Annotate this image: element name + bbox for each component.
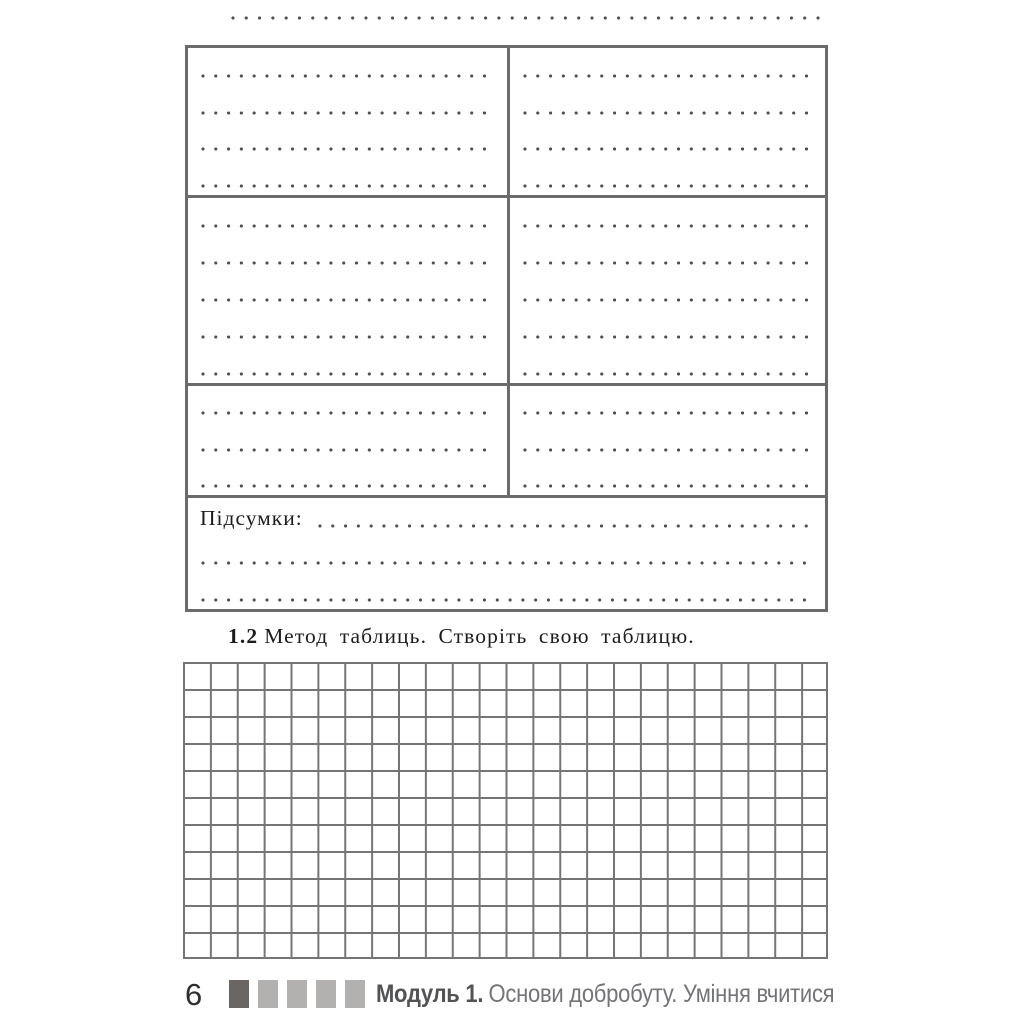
module-square-light: [258, 980, 278, 1008]
table-row: [188, 198, 825, 386]
table-cell: [510, 198, 825, 383]
dotted-line: [200, 198, 495, 235]
notes-table: [185, 45, 828, 612]
page-footer: [185, 976, 839, 1012]
module-square-dark: [229, 980, 249, 1008]
dotted-line: [522, 235, 813, 272]
table-row: [188, 386, 825, 498]
table-cell: [188, 386, 510, 495]
dotted-line: [522, 386, 813, 422]
dotted-line: [200, 272, 495, 309]
dotted-line: [200, 386, 495, 422]
module-square-light: [345, 980, 365, 1008]
summary-first-line: [200, 498, 813, 535]
dotted-line: [200, 158, 495, 195]
module-squares: [229, 980, 365, 1008]
table-cell: [188, 48, 510, 195]
table-cell: [510, 386, 825, 495]
summary-extra-lines: [200, 535, 813, 609]
dotted-line: [200, 535, 813, 572]
dotted-line: [522, 422, 813, 458]
dotted-line: [522, 48, 813, 85]
section-heading: [228, 623, 695, 650]
summary-row: [188, 498, 825, 609]
dotted-line: [200, 309, 495, 346]
dotted-line: [200, 122, 495, 159]
table-cell: [510, 48, 825, 195]
module-subtitle: Основи добробуту. Уміння вчитися: [488, 979, 835, 1008]
page-number: 6: [185, 976, 203, 1012]
dotted-line: [200, 346, 495, 383]
dotted-line: [200, 235, 495, 272]
dotted-line: [200, 422, 495, 458]
squared-grid: [183, 662, 828, 959]
table-row: [188, 48, 825, 198]
dotted-line: [522, 459, 813, 495]
dotted-line: [522, 309, 813, 346]
top-dotted-line: [230, 16, 824, 20]
dotted-line: [522, 122, 813, 159]
module-label: Модуль 1.: [376, 979, 484, 1008]
summary-dotted-line: [317, 498, 813, 535]
module-square-light: [287, 980, 307, 1008]
dotted-line: [200, 85, 495, 122]
dotted-line: [200, 459, 495, 495]
dotted-line: [200, 48, 495, 85]
dotted-line: [522, 346, 813, 383]
module-square-light: [316, 980, 336, 1008]
dotted-line: [522, 198, 813, 235]
table-cell: [188, 198, 510, 383]
dotted-line: [522, 158, 813, 195]
section-title: Метод таблиць. Створіть свою таблицю.: [264, 624, 695, 648]
dotted-line: [200, 572, 813, 609]
section-number: 1.2: [228, 624, 259, 648]
summary-label: Підсумки:: [200, 505, 303, 530]
dotted-line: [522, 85, 813, 122]
dotted-line: [522, 272, 813, 309]
module-title: [376, 979, 835, 1008]
